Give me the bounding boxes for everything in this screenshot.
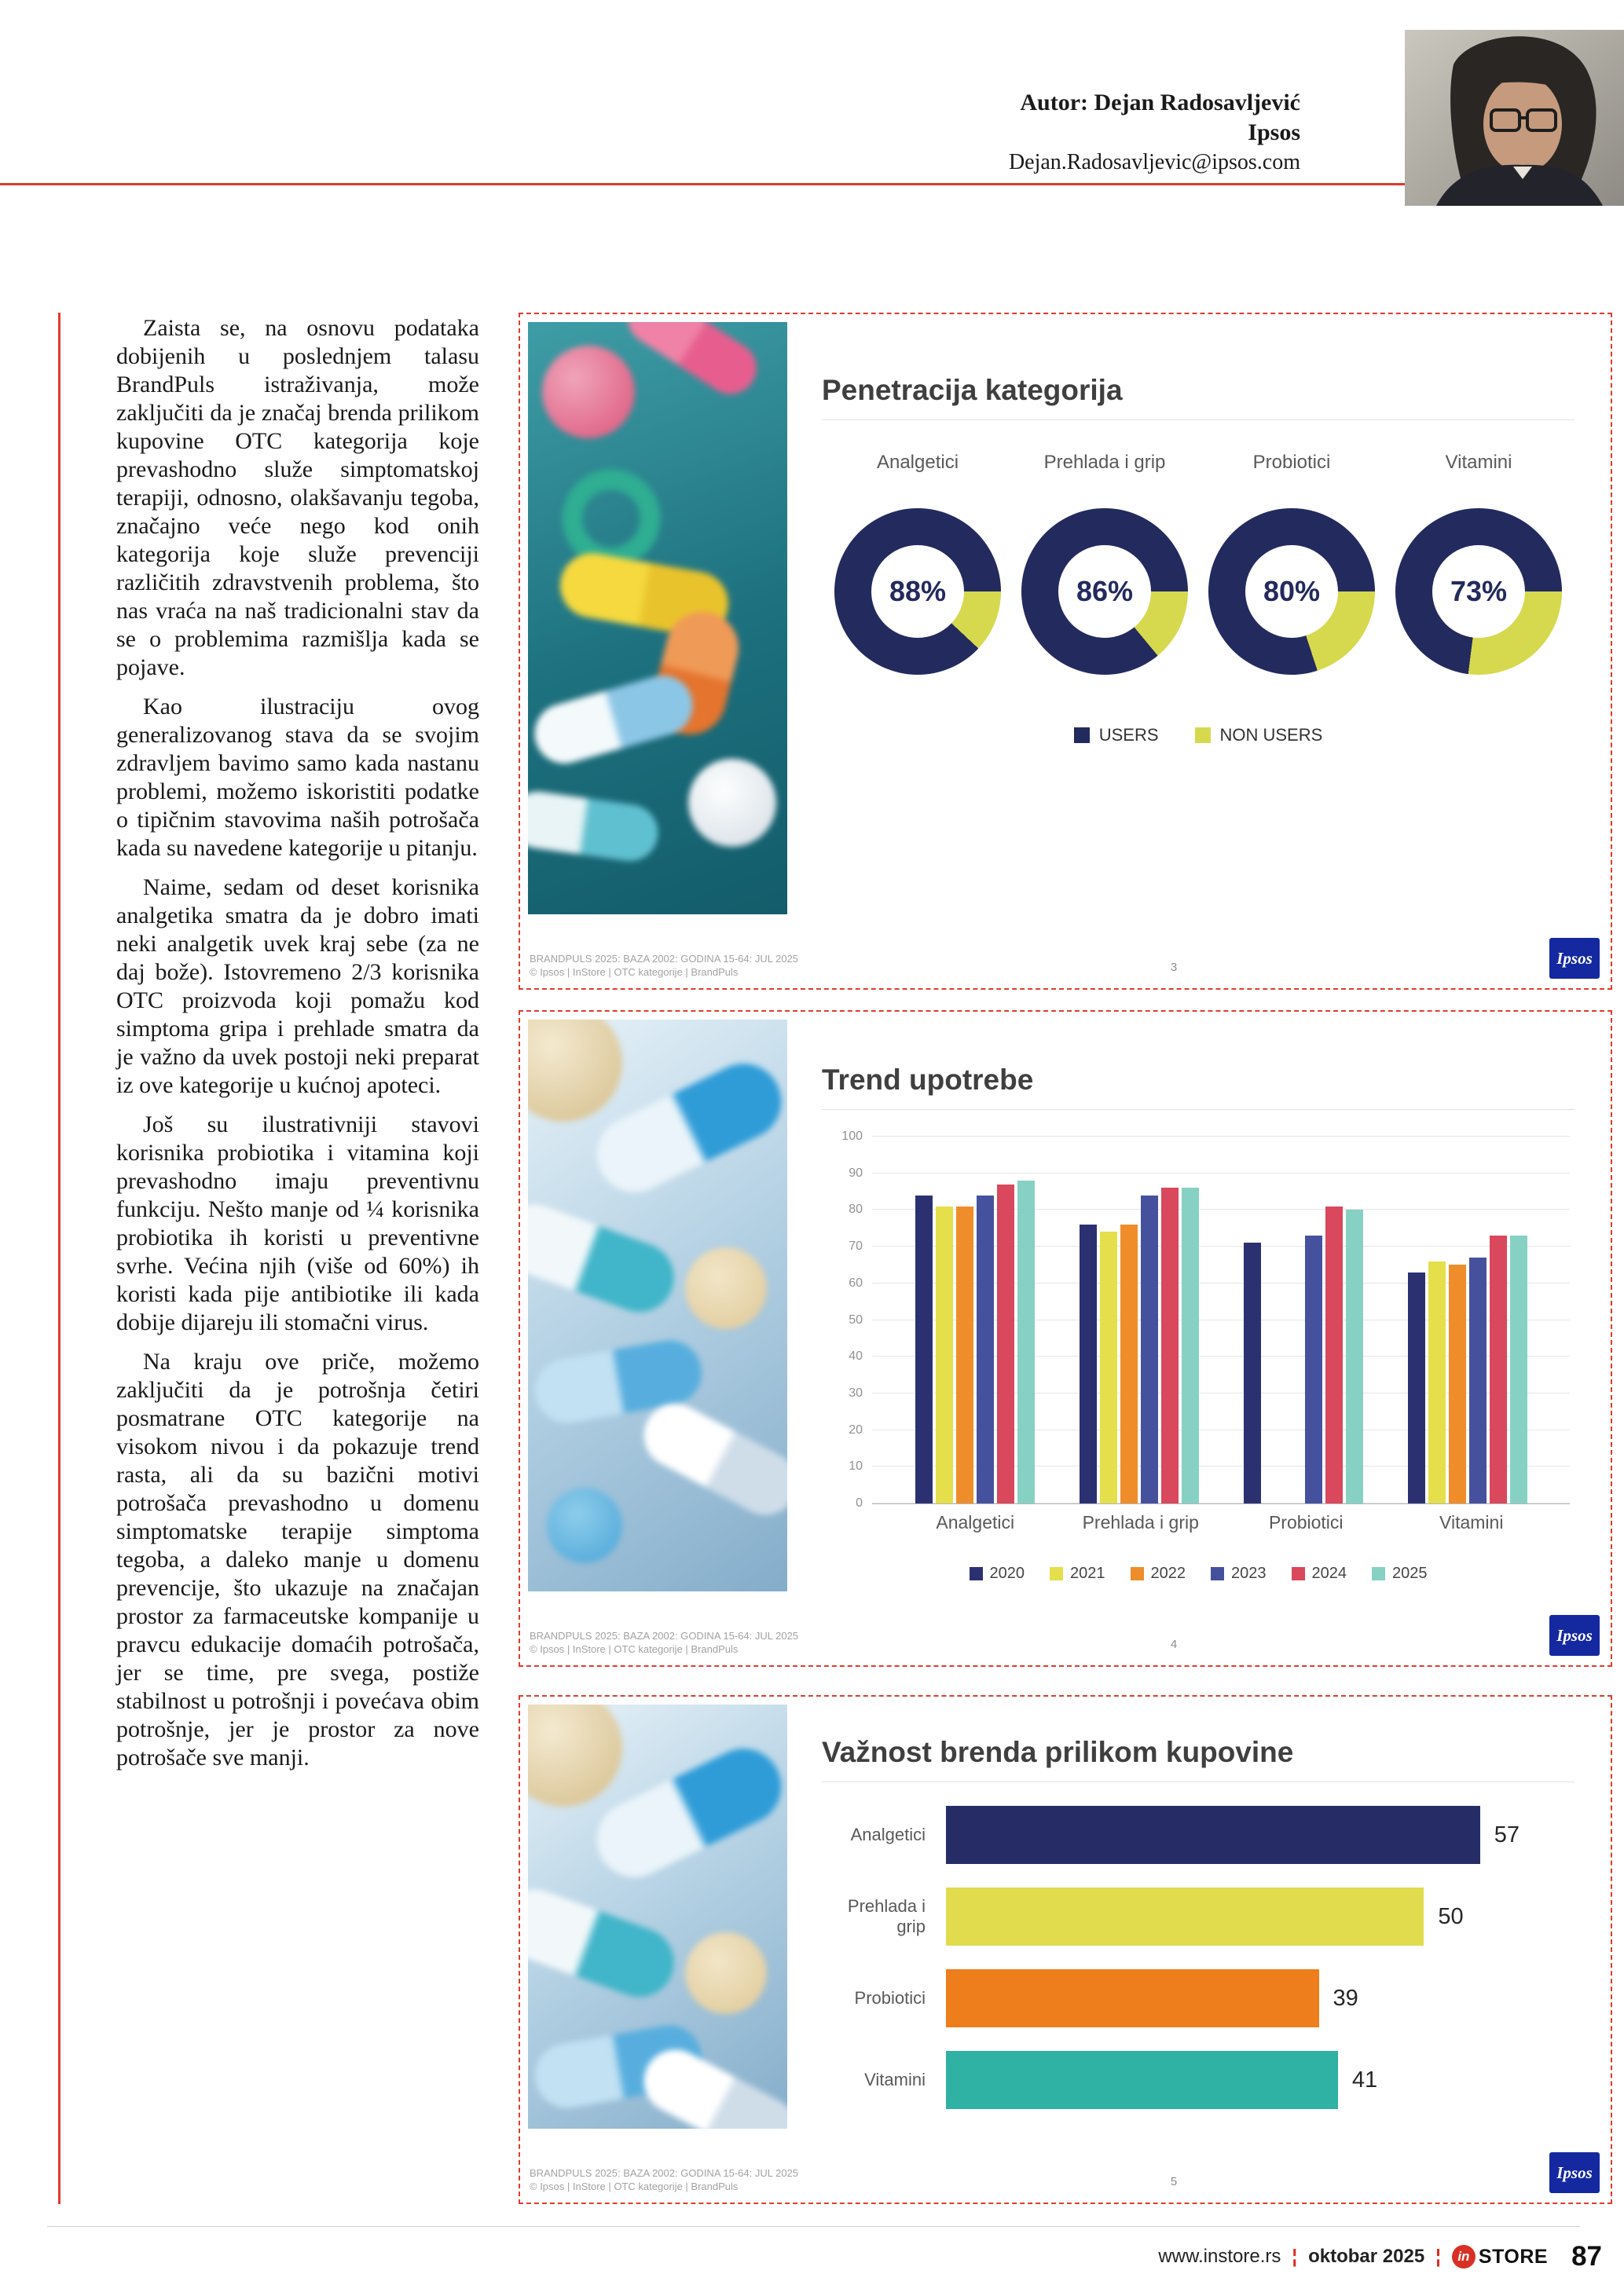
slide-number: 4: [1170, 1638, 1178, 1651]
brand-importance-chart: [787, 1705, 1603, 2129]
bar-group-4: [1405, 1137, 1531, 1503]
slide-footer: [528, 1591, 1603, 1657]
capsule-shape: [618, 322, 767, 404]
bar-value-label: 39: [1333, 1985, 1358, 2011]
bar-group-1: [912, 1137, 1038, 1503]
bar-track: [946, 1888, 1520, 1946]
tablet-shape: [685, 1932, 767, 2014]
author-company: Ipsos: [1248, 119, 1300, 145]
bar-value-label: 50: [1438, 1903, 1464, 1929]
legend-item: [970, 1565, 1025, 1583]
capsule-shape: [528, 1880, 684, 2006]
brand-rows: [822, 1806, 1575, 2109]
footer-separator: ¦: [1435, 2246, 1441, 2267]
legend-swatch: [1292, 1567, 1305, 1580]
legend-label: 2024: [1311, 1565, 1347, 1582]
trend-bar: [1408, 1273, 1425, 1503]
article-paragraph: Kao ilustraciju ovog generalizovanog stava da se svojim zdravljem bavimo samo kada nastanu problemi, možemo iskoristiti podatke o tipičnim stavovima naših potrošača kada su navedene kategorije u pitanju.: [116, 694, 479, 861]
trend-bar: [1080, 1225, 1097, 1503]
source-line: BRANDPULS 2025: BAZA 2002: GODINA 15-64: JUL 2025: [530, 2167, 799, 2179]
x-axis-label: Vitamini: [1439, 1512, 1504, 1532]
trend-bar: [956, 1207, 973, 1503]
donut-value-label: 80%: [1263, 575, 1321, 607]
donut-value-label: 88%: [889, 575, 947, 607]
article-paragraph: Naime, sedam od deset korisnika analgetika smatra da je dobro imati neki analgetik uvek kraj sebe (za ne daj bože). Istovremeno 2/3 korisnika OTC proizvoda koji pomažu kod simptoma gripa i prehlade smatra da je važno da uvek postoji neki preparat iz ove kategorije u kućnoj apoteci.: [116, 874, 479, 1098]
penetration-chart: [787, 322, 1603, 914]
ipsos-logo: Ipsos: [1549, 938, 1600, 979]
brand-bar-row: [822, 2051, 1520, 2109]
legend-label: 2025: [1392, 1565, 1428, 1582]
trend-bar: [1305, 1236, 1322, 1503]
brand-bar-row: [822, 1969, 1520, 2027]
slide-source: [530, 952, 798, 979]
instore-logo: [1452, 2245, 1548, 2269]
brand-bar-row: [822, 1888, 1520, 1946]
x-axis-label: Analgetici: [936, 1512, 1015, 1532]
trend-bar: [1428, 1262, 1446, 1503]
donut-1: [827, 452, 1009, 675]
tablet-shape: [685, 1247, 767, 1329]
article-paragraph: Zaista se, na osnovu podataka dobijenih u poslednjem talasu BrandPuls istraživanja, može zaključiti da je značaj brenda prilikom kupovine OTC kategorija koje prevashodno služe simptomatskoj terapiji, odnosno, olakšavanju tegoba, značajno veće nego kod onih kategorija koje služe prevenciji različitih zdravstvenih problema, što nas vraća na naš tradicionalni stav da se o problemima razmišlja kada se pojave.: [116, 315, 479, 680]
bar-group-2: [1076, 1137, 1202, 1503]
slide-number: 5: [1170, 2175, 1178, 2188]
trend-bar: [1490, 1236, 1507, 1503]
legend-swatch: [1074, 727, 1090, 743]
bar-value-label: 41: [1351, 2067, 1378, 2093]
source-line: © Ipsos | InStore | OTC kategorije | BrandPuls: [530, 2181, 739, 2192]
y-tick-label: 40: [849, 1349, 863, 1364]
pills-photo-teal: [528, 322, 787, 914]
y-tick-label: 70: [849, 1240, 863, 1254]
brand-bar: [946, 1806, 1480, 1864]
bar-track: [946, 1806, 1520, 1864]
y-tick-label: 0: [856, 1496, 863, 1510]
capsule-shape: [528, 1195, 684, 1321]
tablet-shape: [528, 1705, 622, 1807]
legend-item: [1372, 1565, 1428, 1583]
y-tick-label: 60: [849, 1276, 863, 1290]
y-tick-label: 100: [841, 1130, 863, 1143]
footer-site: www.instore.rs: [1158, 2246, 1281, 2267]
article-paragraph: Na kraju ove priče, možemo zaključiti da je potrošnja četiri posmatrane OTC kategorije na visokom nivou i da pokazuje trend rasta, ali da su bazični motivi potrošača prevashodno u domenu simptomatske terapije simptoma tegoba, a daleko manje u domenu prevencije, što ukazuje na značajan prostor za farmaceutske kompanije u pravcu edukacije domaćih potrošača, jer se time, pre svega, postiže stabilnost u potrošnji i povećava obim potrošnje, jer je prostor za nove potrošače sve manji.: [116, 1349, 479, 1771]
pills-photo-blue: [528, 1020, 787, 1591]
trend-bar: [936, 1207, 953, 1503]
source-line: BRANDPULS 2025: BAZA 2002: GODINA 15-64: JUL 2025: [530, 953, 799, 965]
donut-category-label: Probiotici: [1252, 452, 1331, 473]
trend-bar: [1182, 1188, 1199, 1503]
donut-ring: [1395, 508, 1562, 675]
donut-4: [1388, 452, 1570, 675]
trend-bar: [1017, 1181, 1035, 1503]
donut-ring: [834, 508, 1001, 675]
slide-source: [530, 2166, 798, 2193]
legend-swatch: [1131, 1567, 1144, 1580]
left-accent-rule: [58, 313, 60, 2204]
donut-value-label: 86%: [1076, 575, 1134, 607]
legend-swatch: [1195, 727, 1211, 743]
trend-bar: [977, 1196, 994, 1503]
slide-number: 3: [1170, 961, 1178, 974]
slide-footer: [528, 2129, 1603, 2195]
legend-item: [1050, 1565, 1105, 1583]
slide-penetracija-kategorija: [519, 313, 1612, 990]
footer-separator: ¦: [1292, 2246, 1298, 2267]
y-tick-label: 10: [849, 1459, 863, 1474]
article-header: [1009, 88, 1300, 178]
donut-category-label: Vitamini: [1445, 452, 1512, 473]
capsule-shape: [528, 788, 662, 865]
donut-ring: [1208, 508, 1375, 675]
trend-bar: [1244, 1243, 1261, 1503]
footer-divider: [47, 2226, 1580, 2227]
y-tick-label: 50: [849, 1313, 863, 1327]
trend-bar: [915, 1196, 933, 1503]
bar-value-label: 57: [1494, 1822, 1520, 1847]
legend-label: 2022: [1150, 1565, 1186, 1582]
donut-category-label: Analgetici: [876, 452, 959, 473]
bar-track: [946, 2051, 1520, 2109]
legend-item: [1131, 1565, 1186, 1583]
legend-swatch: [1050, 1567, 1063, 1580]
capsule-shape: [528, 668, 699, 771]
source-line: BRANDPULS 2025: BAZA 2002: GODINA 15-64: JUL 2025: [530, 1630, 799, 1642]
slide-trend-upotrebe: [519, 1010, 1612, 1667]
donut-value-label: 73%: [1450, 575, 1508, 607]
trend-bar: [1100, 1232, 1117, 1503]
legend-item: [1292, 1565, 1347, 1583]
trend-plot: [841, 1130, 1570, 1510]
donut-3: [1201, 452, 1383, 675]
instore-logo-circle: in: [1452, 2245, 1476, 2269]
bar-track: [946, 1969, 1520, 2027]
bar-category-label: Analgetici: [850, 1825, 926, 1844]
tablet-shape: [547, 1488, 622, 1563]
donut-category-label: Prehlada i grip: [1043, 452, 1166, 473]
trend-bar: [1120, 1225, 1138, 1503]
x-axis-label: Probiotici: [1268, 1512, 1344, 1532]
x-axis-label: Prehlada i grip: [1082, 1512, 1199, 1532]
author-photo: [1405, 30, 1624, 206]
y-tick-label: 80: [849, 1203, 863, 1217]
slide-vaznost-brenda: [519, 1695, 1612, 2204]
legend-item: [1195, 725, 1323, 745]
article-paragraph: Još su ilustrativniji stavovi korisnika probiotika i vitamina koji prevashodno imaju preventivnu funkciju. Nešto manje od ¼ korisnika probiotika ih koristi u preventivne svrhe. Većina njih (više od 60%) ih koristi kada pije antibiotike ili kada dobije dijareju ili stomačni virus.: [116, 1111, 479, 1335]
tablet-shape: [542, 346, 635, 438]
bar-group-3: [1241, 1137, 1366, 1503]
legend-label: NON USERS: [1219, 725, 1323, 745]
brand-bar: [946, 1888, 1424, 1946]
legend-label: USERS: [1098, 725, 1159, 745]
chart-title: Trend upotrebe: [822, 1064, 1575, 1110]
brand-bar: [946, 1969, 1319, 2027]
slide-footer: [528, 914, 1603, 980]
trend-bar: [1161, 1188, 1179, 1503]
brand-bar: [946, 2051, 1338, 2109]
bar-category-label: Vitamini: [864, 2070, 926, 2089]
donut-grid: [822, 452, 1575, 675]
chart-title: Važnost brenda prilikom kupovine: [822, 1736, 1575, 1782]
penetration-legend: [822, 725, 1575, 745]
legend-item: [1074, 725, 1159, 745]
y-tick-label: 20: [849, 1423, 863, 1437]
trend-bar-groups: [872, 1137, 1570, 1503]
trend-legend: [822, 1565, 1575, 1583]
trend-bar: [1469, 1258, 1487, 1503]
tablet-shape: [688, 759, 776, 847]
legend-label: 2020: [989, 1565, 1025, 1582]
donut-2: [1014, 452, 1196, 675]
y-tick-label: 30: [849, 1386, 863, 1400]
page-number: 87: [1571, 2241, 1602, 2272]
footer-issue: oktobar 2025: [1308, 2246, 1425, 2267]
legend-label: 2023: [1231, 1565, 1267, 1582]
top-accent-rule: [0, 183, 1624, 185]
trend-bar: [1325, 1207, 1343, 1503]
tablet-shape: [528, 1020, 622, 1122]
trend-bar: [997, 1185, 1014, 1503]
author-email: Dejan.Radosavljevic@ipsos.com: [1008, 150, 1300, 174]
bar-category-label: Prehlada i grip: [847, 1896, 926, 1936]
source-line: © Ipsos | InStore | OTC kategorije | BrandPuls: [530, 1643, 739, 1655]
trend-bar: [1510, 1236, 1527, 1503]
trend-bar: [1141, 1196, 1158, 1503]
author-name: Autor: Dejan Radosavljević: [1020, 90, 1300, 115]
pills-photo-blue: [528, 1705, 787, 2129]
slide-source: [530, 1629, 798, 1656]
trend-xlabels: [872, 1504, 1575, 1533]
legend-label: 2021: [1070, 1565, 1105, 1582]
article-column: [116, 314, 479, 1783]
ipsos-logo: Ipsos: [1549, 2152, 1600, 2193]
bar-category-label: Probiotici: [854, 1988, 926, 2008]
source-line: © Ipsos | InStore | OTC kategorije | BrandPuls: [530, 966, 739, 978]
legend-item: [1211, 1565, 1267, 1583]
brand-bar-row: [822, 1806, 1520, 1864]
legend-swatch: [1372, 1567, 1385, 1580]
legend-swatch: [1211, 1567, 1224, 1580]
capsule-shape: [633, 1393, 787, 1525]
instore-logo-text: STORE: [1478, 2245, 1549, 2268]
trend-bar: [1346, 1210, 1363, 1503]
donut-ring: [1021, 508, 1188, 675]
chart-title: Penetracija kategorija: [822, 374, 1575, 420]
legend-swatch: [970, 1567, 983, 1580]
trend-bar: [1449, 1265, 1466, 1503]
page-footer: [1158, 2241, 1602, 2272]
trend-chart: [787, 1020, 1603, 1591]
y-tick-label: 90: [849, 1166, 863, 1180]
ipsos-logo: Ipsos: [1549, 1615, 1600, 1656]
